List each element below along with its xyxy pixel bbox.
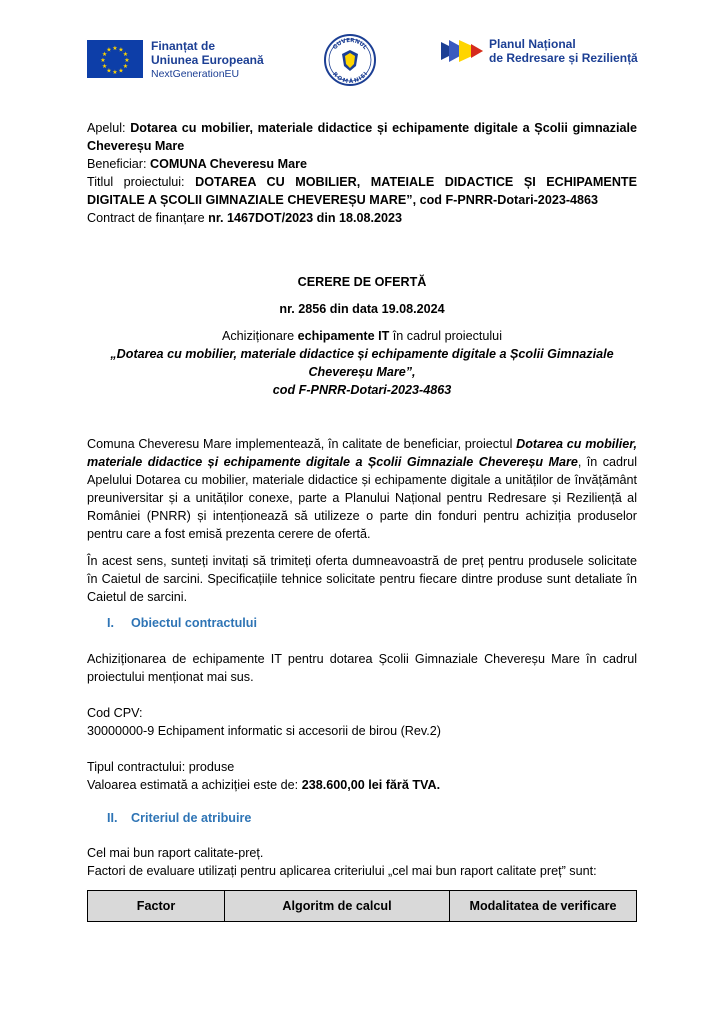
- svg-text:★: ★: [122, 51, 129, 58]
- svg-text:★: ★: [101, 63, 108, 70]
- titlu-value: DOTAREA CU MOBILIER, MATEIALE DIDACTICE ȘI ECHIPAMENTE DIGITALE A ȘCOLII GIMNAZIALE CHEVEREȘU MARE”, cod F-PNRR-Dotari-2023-4863: [87, 175, 638, 207]
- section-2-criterion: Cel mai bun raport calitate-preț.: [87, 846, 264, 860]
- svg-text:★: ★: [112, 69, 118, 76]
- p1-end: , în cadrul Apelului Dotarea cu mobilier, materiale didactice și echipamente digitale a unităților de învățământ preuniversitar și a unităților conexe, parte a Planului Național pentru Redresare și Reziliență al României (PNRR) și intenționează să utilizeze o parte din fonduri pentru achiziția produselor pentru care a fost emisă prezenta cerere de ofertă.: [87, 455, 637, 541]
- pnrr-flags-icon: [439, 38, 485, 64]
- p1-italic: Dotarea cu mobilier, materiale didactice și echipamente digitale a Școlii Gimnaziale Chevereșu Mare: [87, 437, 637, 469]
- table-header-row: [88, 891, 637, 922]
- eu-logo-line1: Finanțat de: [151, 39, 216, 53]
- contract-line: [87, 209, 637, 227]
- section-1-heading: [87, 614, 637, 632]
- apel-value: Dotarea cu mobilier, materiale didactice și echipamente digitale a Școlii gimnaziale Chevereșu Mare: [87, 121, 637, 153]
- titlu-label: Titlul proiectului:: [87, 175, 196, 189]
- eu-flag-icon: [87, 40, 143, 78]
- svg-text:★: ★: [118, 46, 124, 54]
- estimated-value-amount: 238.600,00 lei fără TVA.: [301, 778, 441, 792]
- pnrr-logo-line1: Planul Național: [489, 37, 576, 51]
- eu-logo-line2: Uniunea Europeană: [151, 53, 264, 67]
- seal-top-text: GUVERNUL: [332, 37, 368, 51]
- section-2-title: Criteriul de atribuire: [131, 811, 252, 825]
- svg-text:★: ★: [106, 46, 112, 54]
- estimated-value-label: Valoarea estimată a achiziției este de:: [87, 778, 302, 792]
- section-1-title: Obiectul contractului: [131, 616, 257, 630]
- section-1-paragraph: Achiziționarea de echipamente IT pentru dotarea Școlii Gimnaziale Chevereșu Mare în cadrul proiectului menționat mai sus.: [87, 652, 637, 684]
- estimated-value-line: [87, 776, 637, 794]
- section-2-factors-intro: Factori de evaluare utilizați pentru aplicarea criteriului „cel mai bun raport calitate preț” sunt:: [87, 864, 597, 878]
- svg-text:★: ★: [106, 67, 112, 75]
- svg-text:★: ★: [124, 57, 130, 64]
- document-number: [87, 300, 637, 318]
- titlu-line: [87, 173, 637, 209]
- evaluation-factors-table: [87, 890, 637, 922]
- pnrr-logo-line2: de Redresare și Reziliență: [489, 51, 638, 65]
- eu-logo-line3: NextGenerationEU: [151, 68, 240, 80]
- beneficiar-line: [87, 155, 637, 173]
- seal-bottom-text: ROMÂNIEI: [331, 71, 370, 86]
- achizitie-bold: echipamente IT: [297, 329, 390, 343]
- romanian-government-seal-icon: [324, 34, 376, 86]
- achizitie-prefix: Achiziționare: [221, 329, 298, 343]
- document-title: [87, 273, 637, 291]
- cpv-label: Cod CPV:: [87, 706, 143, 720]
- title-heading: CERERE DE OFERTĂ: [297, 275, 427, 289]
- section-1-number: I.: [107, 616, 114, 630]
- svg-text:★: ★: [112, 45, 118, 52]
- cpv-value: 30000000-9 Echipament informatic si accesorii de birou (Rev.2): [87, 724, 441, 738]
- table-header-algorithm: Algoritm de calcul: [225, 891, 450, 922]
- table-header-verification: Modalitatea de verificare: [450, 891, 637, 922]
- contract-type: Tipul contractului: produse: [87, 760, 235, 774]
- svg-text:★: ★: [122, 63, 129, 70]
- paragraph-invitation: În acest sens, sunteți invitați să trimiteți oferta dumneavoastră de preț pentru produsele solicitate în Caietul de sarcini. Specificațiile tehnice solicitate pentru fiecare dintre produse sunt detaliate în Caietul de sarcini.: [87, 554, 637, 604]
- apel-label: Apelul:: [87, 121, 131, 135]
- title-number: nr. 2856 din data 19.08.2024: [279, 302, 445, 316]
- section-2-number: II.: [107, 811, 118, 825]
- document-body: [87, 119, 637, 880]
- achizitie-line: [87, 327, 637, 345]
- section-2-heading: [87, 809, 637, 827]
- project-code: [87, 381, 637, 399]
- project-title-italic: „Dotarea cu mobilier, materiale didactice și echipamente digitale a Școlii Gimnaziale Chevereșu Mare”,: [110, 347, 614, 379]
- project-code-text: cod F-PNRR-Dotari-2023-4863: [272, 383, 452, 397]
- achizitie-suffix: în cadrul proiectului: [389, 329, 502, 343]
- svg-text:★: ★: [118, 67, 124, 75]
- apel-line: [87, 119, 637, 155]
- paragraph-intro: [87, 435, 637, 543]
- page-header: [0, 30, 724, 94]
- contract-label: Contract de finanțare: [87, 211, 209, 225]
- svg-text:★: ★: [100, 57, 106, 64]
- beneficiar-label: Beneficiar:: [87, 157, 150, 171]
- contract-value: nr. 1467DOT/2023 din 18.08.2023: [208, 211, 403, 225]
- beneficiar-value: COMUNA Cheveresu Mare: [150, 157, 307, 171]
- project-title: [87, 345, 637, 381]
- p1-start: Comuna Cheveresu Mare implementează, în calitate de beneficiar, proiectul: [87, 437, 517, 451]
- svg-text:★: ★: [101, 51, 108, 58]
- table-header-factor: Factor: [88, 891, 225, 922]
